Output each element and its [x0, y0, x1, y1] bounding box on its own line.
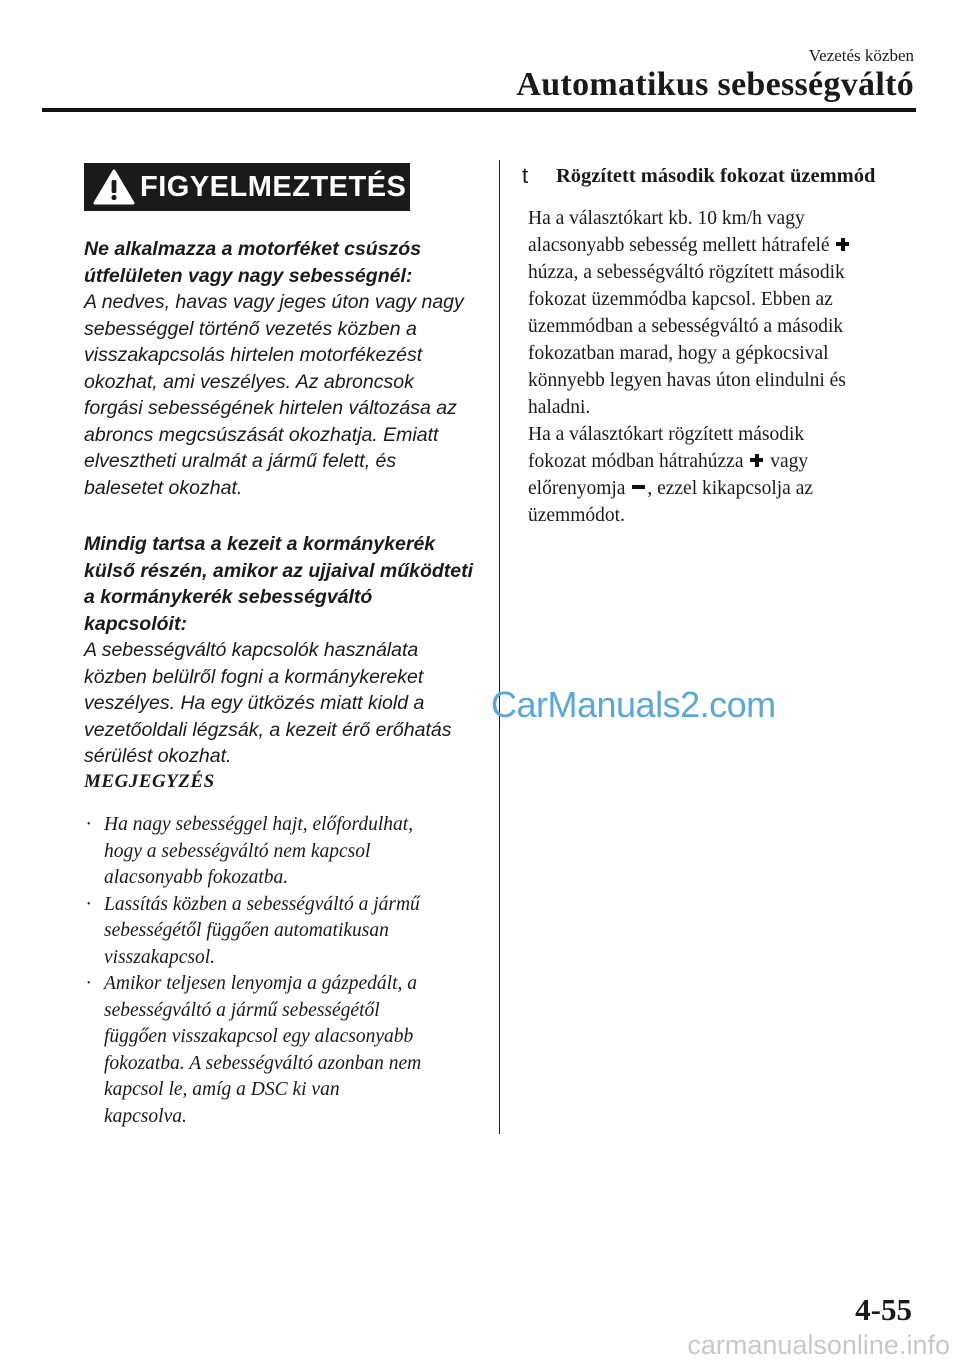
- warning-banner: [84, 163, 410, 211]
- warning-text-line: közben belülről fogni a kormánykereket: [84, 665, 424, 688]
- note-line: hogy a sebességváltó nem kapcsol: [104, 840, 371, 862]
- paragraph-line-text: vagy: [770, 451, 809, 472]
- paragraph-line: [528, 475, 908, 502]
- page-title: Automatikus sebességváltó: [516, 66, 914, 103]
- note-line: Ha nagy sebességgel hajt, előfordulhat,: [104, 814, 414, 835]
- header-divider: [42, 108, 916, 112]
- warning-text-line: sérülést okozhat.: [84, 745, 232, 767]
- warning-title-line: külső részén, amikor az ujjaival működteti: [84, 559, 474, 582]
- bullet: ·: [86, 893, 91, 915]
- bullet: ·: [86, 973, 91, 994]
- running-header-section: Vezetés közben: [808, 46, 914, 65]
- note-line: sebességétől függően automatikusan: [104, 920, 389, 941]
- note-line: függően visszakapcsol egy alacsonyabb: [104, 1026, 414, 1047]
- warning-title-line: útfelületen vagy nagy sebességnél:: [84, 264, 413, 287]
- warning-text-line: abroncs megcsúszását okozhatja. Emiatt: [84, 423, 439, 446]
- warning-text-line: veszélyes. Ha egy ütközés miatt kiold a: [84, 692, 425, 714]
- section-heading-text: Rögzített második fokozat üzemmód: [556, 164, 876, 187]
- warning-block-steering-switches: [84, 531, 476, 770]
- bullet: ·: [86, 814, 91, 835]
- paragraph-line-text: , ezzel kikapcsolja az: [647, 478, 813, 499]
- plus-icon: [834, 236, 851, 252]
- note-item: [84, 812, 476, 892]
- section-paragraph-1: [528, 205, 908, 421]
- footer-watermark: carmanualsonline.info: [687, 1330, 950, 1360]
- warning-triangle-icon: [90, 163, 138, 211]
- warning-title-line: a kormánykerék sebességváltó kapcsolóit:: [84, 586, 373, 635]
- note-line: kapcsol le, amíg a DSC ki van: [104, 1079, 340, 1100]
- warning-title-line: Ne alkalmazza a motorféket csúszós: [84, 238, 422, 260]
- note-list: [84, 812, 476, 1130]
- paragraph-line: haladni.: [528, 397, 591, 418]
- note-line: Amikor teljesen lenyomja a gázpedált, a: [104, 973, 418, 994]
- warning-text-line: A sebességváltó kapcsolók használata: [84, 639, 419, 661]
- warning-text-line: visszakapcsolás hirtelen motorfékezést: [84, 344, 423, 366]
- warning-text-line: okozhat, ami veszélyes. Az abroncsok: [84, 370, 414, 393]
- note-line: alacsonyabb fokozatba.: [104, 867, 289, 888]
- paragraph-line: üzemmódot.: [528, 505, 625, 526]
- watermark: CarManuals2.com: [491, 684, 776, 725]
- note-line: sebességváltó a jármű sebességétől: [104, 999, 380, 1021]
- paragraph-line-text: alacsonyabb sebesség mellett hátrafelé: [528, 235, 830, 256]
- page-number: 4-55: [855, 1292, 912, 1327]
- section-paragraph-2: [528, 421, 908, 529]
- note-line: fokozatba. A sebességváltó azonban nem: [104, 1052, 422, 1074]
- warning-text-line: elvesztheti uralmát a jármű felett, és: [84, 450, 397, 472]
- warning-text-line: sebességgel történő vezetés közben a: [84, 317, 417, 340]
- plus-icon: [748, 452, 765, 468]
- warning-text-line: balesetet okozhat.: [84, 476, 243, 499]
- minus-icon: [630, 479, 647, 495]
- paragraph-line-text: fokozat módban hátrahúzza: [528, 451, 744, 472]
- paragraph-line: húzza, a sebességváltó rögzített második: [528, 262, 845, 283]
- note-item: [84, 892, 476, 972]
- paragraph-line: fokozatban marad, hogy a gépkocsival: [528, 343, 829, 364]
- paragraph-line: Ha a választókart kb. 10 km/h vagy: [528, 208, 805, 229]
- paragraph-line: [528, 448, 908, 475]
- warning-block-engine-brake: [84, 236, 476, 501]
- warning-title-line: Mindig tartsa a kezeit a kormánykerék: [84, 533, 436, 555]
- warning-label: FIGYELMEZTETÉS: [140, 170, 407, 203]
- paragraph-line: fokozat üzemmódba kapcsol. Ebben az: [528, 289, 833, 310]
- note-line: kapcsolva.: [104, 1105, 187, 1127]
- warning-text-line: vezetőoldali légzsák, a kezeit érő erőhatás: [84, 718, 452, 741]
- paragraph-line: [528, 232, 908, 259]
- note-heading: MEGJEGYZÉS: [84, 771, 215, 792]
- note-line: Lassítás közben a sebességváltó a jármű: [104, 893, 420, 915]
- paragraph-line: üzemmódban a sebességváltó a második: [528, 316, 844, 337]
- paragraph-line: könnyebb legyen havas úton elindulni és: [528, 370, 846, 391]
- section-heading: [522, 163, 875, 189]
- paragraph-line: Ha a választókart rögzített második: [528, 424, 805, 445]
- paragraph-line-text: előrenyomja: [528, 478, 626, 499]
- note-item: [84, 971, 476, 1130]
- warning-text-line: A nedves, havas vagy jeges úton vagy nagy: [84, 291, 464, 313]
- column-divider: [499, 160, 500, 1134]
- section-marker: t: [522, 163, 529, 188]
- warning-text-line: forgási sebességének hirtelen változása az: [84, 397, 457, 419]
- note-line: visszakapcsol.: [104, 946, 216, 968]
